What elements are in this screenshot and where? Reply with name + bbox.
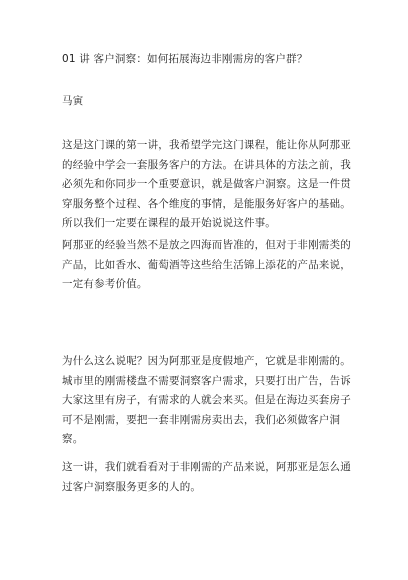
paragraph-2: 阿那亚的经验当然不是放之四海而皆准的，但对于非刚需类的产品，比如香水、葡萄酒等这些给生活锦上添花的产品来说，一定有参考价值。 [62, 239, 351, 290]
lecture-title: 01 讲 客户洞察：如何拓展海边非刚需房的客户群？ [62, 53, 308, 65]
paragraph-3: 为什么这么说呢？因为阿那亚是度假地产，它就是非刚需的。城市里的刚需楼盘不需要洞察客户需求，只要打出广告，告诉大家这里有房子，有需求的人就会来买。但是在海边买套房子可不是刚需，要把一套非刚需房卖出去，我们必须做客户洞察。 [62, 355, 351, 445]
author-name: 马寅 [62, 95, 84, 107]
paragraph-1: 这是这门课的第一讲，我希望学完这门课程，能让你从阿那亚的经验中学会一套服务客户的方法。在讲具体的方法之前，我必须先和你同步一个重要意识，就是做客户洞察。这是一件贯穿服务整个过程、各个维度的事情，是能服务好客户的基础。所以我们一定要在课程的最开始说说这件事。 [62, 139, 351, 229]
paragraph-4: 这一讲，我们就看看对于非刚需的产品来说，阿那亚是怎么通过客户洞察服务更多的人的。 [62, 461, 351, 493]
